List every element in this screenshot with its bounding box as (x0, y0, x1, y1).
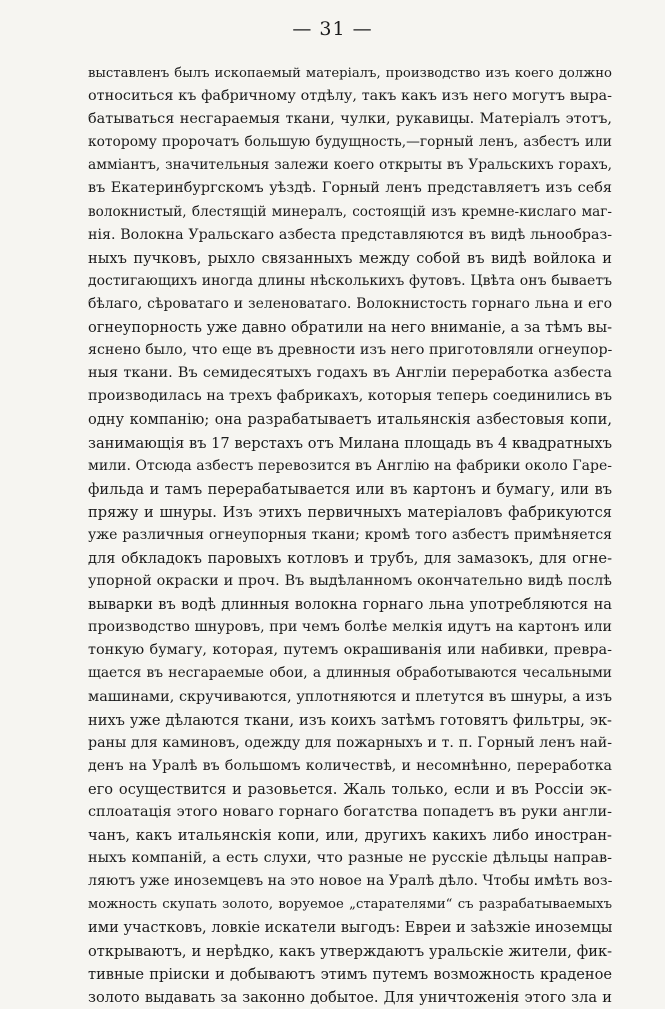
text-line: для обкладокъ паровыхъ котловъ и трубъ, для замазокъ, для огне- (88, 549, 612, 567)
text-line: одну компанію; она разрабатываетъ итальянскія азбестовыя копи, (88, 411, 612, 429)
text-line: мили. Отсюда азбестъ перевозится въ Англію на фабрики около Гаре- (88, 457, 612, 474)
text-line: въ Екатеринбургскомъ уѣздѣ. Горный ленъ представляетъ изъ себя (88, 180, 612, 197)
text-line: можность скупать золото, воруемое „старателями“ съ разрабатываемыхъ (88, 897, 612, 913)
text-line: открываютъ, и нерѣдко, какъ утверждаютъ уральскіе жители, фик- (88, 942, 612, 960)
text-line: нихъ уже дѣлаются ткани, изъ коихъ затѣмъ готовятъ фильтры, эк- (88, 711, 612, 729)
text-line: батываться несгараемыя ткани, чулки, рукавицы. Матеріалъ этотъ, (88, 111, 612, 128)
text-line: амміантъ, значительныя залежи коего открыты въ Уральскихъ горахъ, (88, 157, 612, 174)
text-line: ныхъ компаній, а есть слухи, что разные не русскіе дѣльцы направ- (88, 850, 612, 867)
text-line: производство шнуровъ, при чемъ болѣе мелкія идутъ на картонъ или (88, 619, 612, 636)
text-line: денъ на Уралѣ въ большомъ количествѣ, и несомнѣнно, переработка (88, 757, 612, 774)
text-line: чанъ, какъ итальянскія копи, или, другихъ какихъ либо иностран- (88, 827, 612, 845)
text-line: выварки въ водѣ длинныя волокна горнаго льна употребляются на (88, 596, 612, 614)
text-line: раны для каминовъ, одежду для пожарныхъ и т. п. Горный ленъ най- (88, 734, 612, 751)
text-line: нія. Волокна Уральскаго азбеста представляются въ видѣ льнообраз- (88, 226, 612, 243)
text-line: тонкую бумагу, которая, путемъ окрашиванія или набивки, превра- (88, 642, 612, 659)
text-line: волокнистый, блестящій минералъ, состоящій изъ кремне-кислаго маг- (88, 203, 612, 220)
text-line: ими участковъ, ловкіе искатели выгодъ: Евреи и заѣзжіе иноземцы (88, 919, 613, 937)
text-line: ныя ткани. Въ семидесятыхъ годахъ въ Англіи переработка азбеста (88, 365, 612, 382)
text-line: сплоатація этого новаго горнаго богатства попадетъ въ руки англи- (88, 804, 612, 820)
body-text (88, 62, 612, 1009)
page-number: — 31 — (292, 18, 373, 40)
text-line: занимающія въ 17 верстахъ отъ Милана площадь въ 4 квадратныхъ (88, 434, 612, 452)
text-line: яснено было, что еще въ древности изъ него приготовляли огнеупор- (88, 342, 613, 359)
text-line: щается въ несгараемые обои, а длинныя обработываются чесальными (88, 665, 612, 682)
text-line: выставленъ былъ ископаемый матеріалъ, производство изъ коего должно (88, 66, 612, 81)
text-line: пряжу и шнуры. Изъ этихъ первичныхъ матеріаловъ фабрикуются (88, 503, 612, 521)
text-line: уже различныя огнеупорныя ткани; кромѣ того азбестъ примѣняется (88, 526, 612, 543)
text-line: ныхъ пучковъ, рыхло связанныхъ между собой въ видѣ войлока и (88, 249, 612, 267)
text-line: упорной окраски и проч. Въ выдѣланномъ окончательно видѣ послѣ (88, 573, 612, 590)
text-line: относиться къ фабричному отдѣлу, такъ какъ изъ него могутъ выра- (88, 88, 612, 105)
text-line: достигающихъ иногда длины нѣсколькихъ футовъ. Цвѣта онъ бываетъ (88, 272, 612, 289)
text-line: бѣлаго, сѣроватаго и зеленоватаго. Волокнистость горнаго льна и его (88, 295, 612, 312)
text-line: его осуществится и разовьется. Жаль только, если и въ Россіи эк- (88, 780, 612, 798)
text-line: машинами, скручиваются, уплотняются и плетутся въ шнуры, а изъ (88, 688, 612, 705)
text-line: производилась на трехъ фабрикахъ, которыя теперь соединились въ (88, 388, 613, 405)
text-line: огнеупорность уже давно обратили на него вниманіе, а за тѣмъ вы- (88, 319, 613, 337)
text-line: ляютъ уже иноземцевъ на это новое на Уралѣ дѣло. Чтобы имѣть воз- (88, 873, 613, 890)
text-line: тивные пріиски и добываютъ этимъ путемъ возможность краденое (88, 965, 612, 983)
text-line: золото выдавать за законно добытое. Для уничтоженія этого зла и (88, 988, 612, 1006)
text-line: которому пророчатъ большую будущность,—горный ленъ, азбестъ или (88, 134, 612, 151)
text-line: фильда и тамъ перерабатывается или въ картонъ и бумагу, или въ (88, 480, 612, 498)
